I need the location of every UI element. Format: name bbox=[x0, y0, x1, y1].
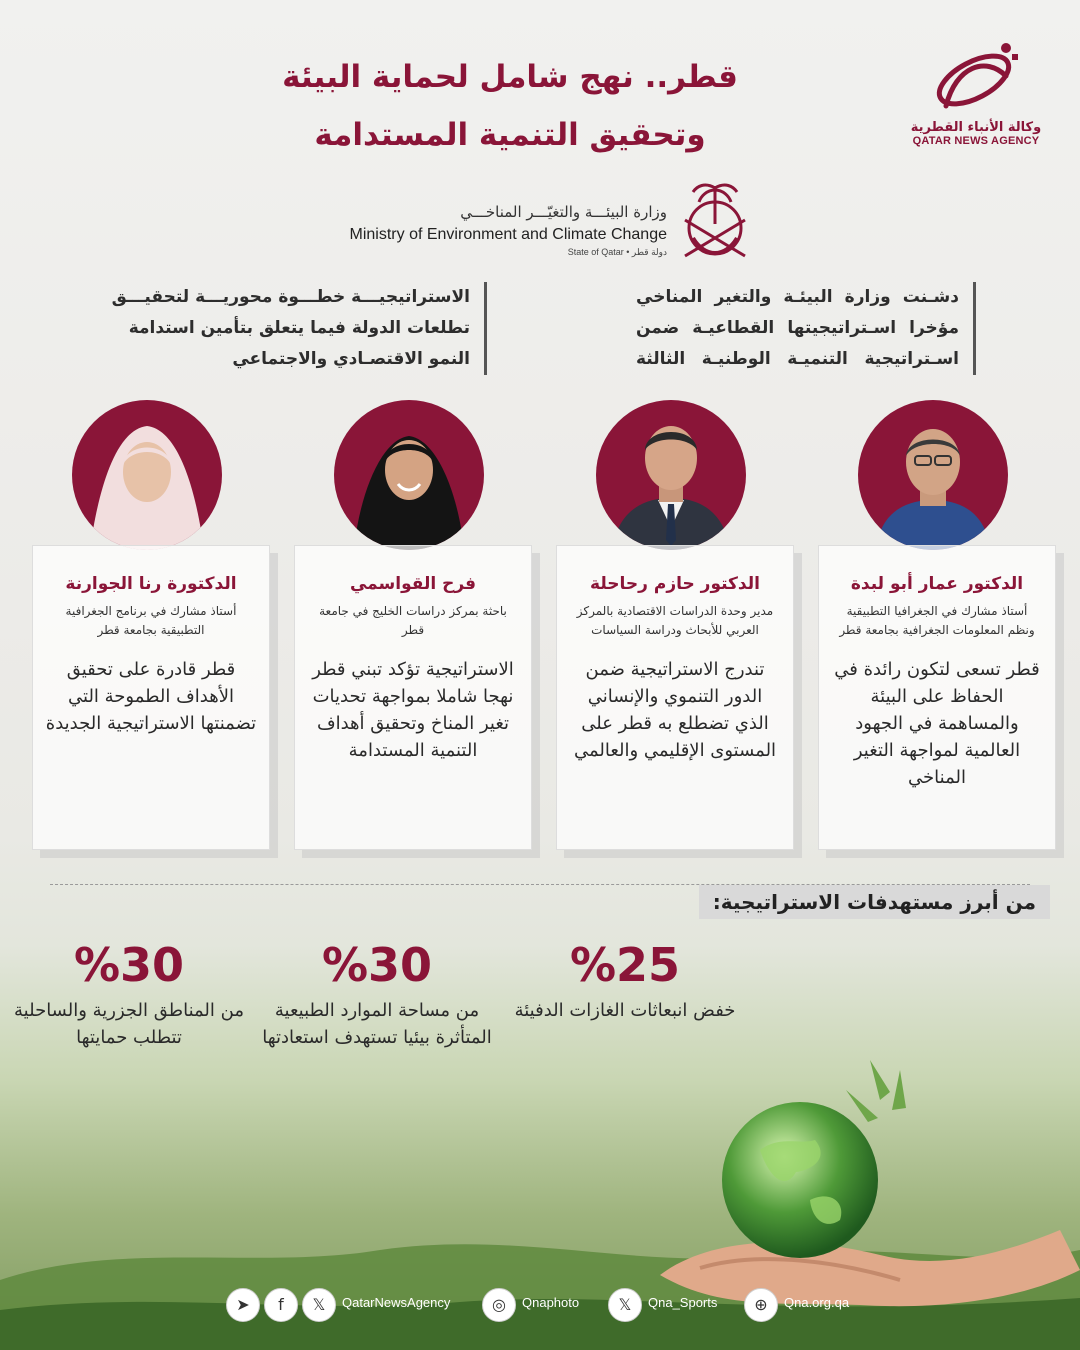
expert-photo-4 bbox=[72, 400, 222, 550]
ministry-name-en: Ministry of Environment and Climate Change bbox=[349, 226, 667, 243]
expert-role: مدير وحدة الدراسات الاقتصادية بالمركز العربي للأبحاث ودراسة السياسات bbox=[576, 604, 774, 637]
agency-name-ar: وكالة الأنباء القطرية bbox=[910, 120, 1042, 135]
agency-name-en: QATAR NEWS AGENCY bbox=[912, 135, 1040, 147]
expert-photo-2 bbox=[596, 400, 746, 550]
title-line-2: وتحقيق التنمية المستدامة bbox=[314, 117, 706, 153]
expert-photo-1 bbox=[858, 400, 1008, 550]
x-icon[interactable]: 𝕏 bbox=[608, 1288, 642, 1322]
page-title bbox=[230, 48, 790, 164]
expert-name: الدكتور عمار أبو لبدة bbox=[850, 574, 1024, 594]
intro-right-line: مؤخرا اسـتراتيجيتها القطاعيـة ضمن bbox=[636, 318, 959, 338]
qna-logo bbox=[906, 36, 1046, 147]
expert-role: باحثة بمركز دراسات الخليج في جامعة قطر bbox=[319, 604, 507, 637]
expert-quote: الاستراتيجية تؤكد تبني قطر نهجا شاملا بمواجهة تحديات تغير المناخ وتحقيق أهداف التنمية المستدامة bbox=[312, 659, 514, 761]
facebook-icon[interactable]: f bbox=[264, 1288, 298, 1322]
ministry-logo bbox=[325, 178, 755, 266]
qatar-emblem-icon bbox=[675, 178, 755, 266]
target-value: %30 bbox=[321, 938, 433, 992]
targets-heading: من أبرز مستهدفات الاستراتيجية: bbox=[699, 885, 1050, 919]
ministry-name-ar: وزارة البيئـــة والتغيّـــر المناخـــي bbox=[460, 203, 667, 221]
website-link[interactable]: Qna.org.qa bbox=[784, 1295, 850, 1310]
intro-left bbox=[94, 282, 487, 375]
x-icon[interactable]: 𝕏 bbox=[302, 1288, 336, 1322]
expert-quote: قطر قادرة على تحقيق الأهداف الطموحة التي تضمنتها الاستراتيجية الجديدة bbox=[45, 659, 257, 734]
expert-card-4 bbox=[32, 545, 270, 850]
intro-left-line: النمو الاقتصـادي والاجتماعي bbox=[232, 349, 470, 369]
expert-name: الدكتور حازم رحاحلة bbox=[590, 574, 760, 594]
target-stat-1 bbox=[510, 935, 740, 1024]
instagram-handle-link[interactable]: Qnaphoto bbox=[522, 1295, 580, 1310]
intro-right-line: دشـنت وزارة البيئـة والتغير المناخي bbox=[636, 287, 959, 307]
avatar bbox=[72, 400, 222, 550]
avatar bbox=[334, 400, 484, 550]
globe-icon bbox=[722, 1102, 878, 1258]
target-text: خفض انبعاثات الغازات الدفيئة bbox=[514, 1000, 736, 1021]
intro-right bbox=[636, 282, 976, 375]
expert-name: الدكتورة رنا الجوارنة bbox=[65, 574, 237, 594]
qna-emblem-icon bbox=[926, 36, 1026, 116]
title-line-1: قطر.. نهج شامل لحماية البيئة bbox=[282, 59, 738, 95]
target-text: من المناطق الجزرية والساحلية تتطلب حمايتها bbox=[14, 1000, 244, 1048]
target-value: %25 bbox=[569, 938, 681, 992]
target-text: من مساحة الموارد الطبيعية المتأثرة بيئيا تستهدف استعادتها bbox=[262, 1000, 492, 1048]
social-handle-link[interactable]: QatarNewsAgency bbox=[342, 1295, 451, 1310]
intro-left-line: الاستراتيجيـــة خطـــوة محوريـــة لتحقيـــق bbox=[111, 287, 470, 307]
expert-role: أستاذ مشارك في برنامج الجغرافية التطبيقية بجامعة قطر bbox=[65, 604, 237, 637]
expert-quote: قطر تسعى لتكون رائدة في الحفاظ على البيئة والمساهمة في الجهود العالمية لمواجهة التغير المناخي bbox=[834, 659, 1040, 788]
instagram-icon[interactable]: ◎ bbox=[482, 1288, 516, 1322]
expert-role: أستاذ مشارك في الجغرافيا التطبيقية ونظم المعلومات الجغرافية بجامعة قطر bbox=[839, 604, 1035, 637]
target-stat-3 bbox=[14, 935, 244, 1051]
expert-photo-3 bbox=[334, 400, 484, 550]
target-value: %30 bbox=[73, 938, 185, 992]
expert-name: فرح القواسمي bbox=[349, 574, 477, 594]
telegram-icon[interactable]: ➤ bbox=[226, 1288, 260, 1322]
avatar bbox=[858, 400, 1008, 550]
intro-right-line: اسـتراتيجية التنميـة الوطنيـة الثالثة bbox=[636, 349, 959, 369]
expert-quote: تندرج الاستراتيجية ضمن الدور التنموي والإنساني الذي تضطلع به قطر على المستوى الإقليمي والعالمي bbox=[573, 659, 777, 761]
target-stat-2 bbox=[262, 935, 492, 1051]
ministry-state: State of Qatar • دولة قطر bbox=[567, 247, 667, 257]
sports-handle-link[interactable]: Qna_Sports bbox=[648, 1295, 718, 1310]
expert-card-3 bbox=[294, 545, 532, 850]
globe-icon[interactable]: ⊕ bbox=[744, 1288, 778, 1322]
intro-left-line: تطلعات الدولة فيما يتعلق بتأمين استدامة bbox=[128, 318, 470, 338]
social-footer bbox=[220, 1288, 870, 1322]
expert-card-2 bbox=[556, 545, 794, 850]
expert-card-1 bbox=[818, 545, 1056, 850]
avatar bbox=[596, 400, 746, 550]
